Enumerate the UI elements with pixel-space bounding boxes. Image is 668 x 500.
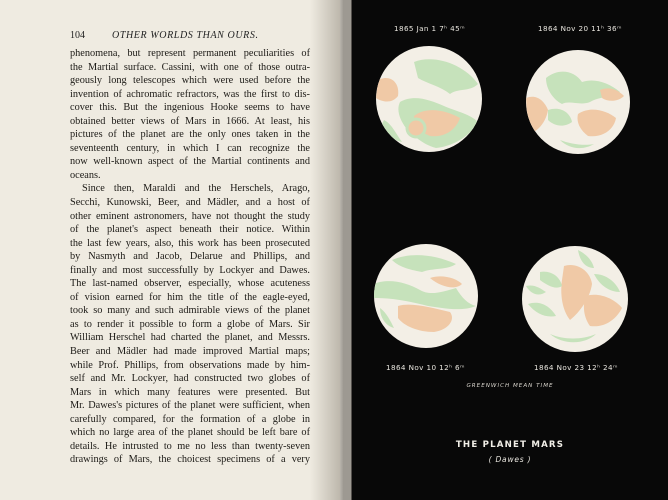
text-line: Mars in which many features were presented. But — [70, 386, 310, 398]
gutter-edge — [343, 0, 351, 500]
text-line: of vision earned for him the title of the eagle-eyed, — [70, 291, 310, 303]
text-line: finally and most successfully by Lockyer and Dawes. — [70, 264, 310, 276]
text-line: obtained better views of Mars in 1666. At least, his — [70, 115, 310, 127]
text-line: as to render it possible to form a globe of Mars. Sir — [70, 318, 310, 330]
mars-drawing-1864-nov-10 — [372, 242, 480, 350]
text-line: geously long telescopes which were used before the — [70, 75, 310, 87]
text-line: of the planet's aspect beneath their notice. Within — [70, 224, 310, 236]
text-line: seventeenth century, in which I can recognize the — [70, 142, 310, 154]
text-line: The last-named observer, especially, whose acuteness — [70, 278, 310, 290]
text-line: which no large area of the planet should be left bare of — [70, 427, 310, 439]
text-line: drawings of Mars, the choicest specimens of a very — [70, 454, 310, 466]
text-line: cover this. But the ingenious Hooke seems to have — [70, 102, 310, 114]
plate-attribution: ( Dawes ) — [488, 455, 532, 464]
mars-drawing-1865-jan-1 — [374, 44, 484, 154]
page-number: 104 — [70, 30, 85, 41]
text-line: the last few years, also, this work has been prosecuted — [70, 237, 310, 249]
caption-top-left: 1865 Jan 1 7ʰ 45ᵐ — [394, 24, 465, 33]
text-line: oceans. — [70, 169, 101, 181]
running-head — [70, 30, 308, 44]
plate-title: THE PLANET MARS — [455, 440, 565, 450]
text-line: by Nasmyth and Jacob, Delarue and Phillips, and — [70, 251, 310, 263]
caption-bottom-right: 1864 Nov 23 12ʰ 24ᵐ — [534, 363, 618, 372]
mars-drawing-1864-nov-23 — [520, 244, 630, 354]
body-text — [70, 47, 310, 467]
text-line: Since then, Maraldi and the Herschels, Arago, — [82, 183, 310, 195]
text-line: invention of achromatic refractors, was the first to dis- — [70, 88, 310, 100]
text-line: Beer and Mädler had made improved Martial maps; — [70, 346, 310, 358]
mars-drawing-1864-nov-20 — [524, 48, 632, 156]
text-line: the Martial surface. Cassini, with one of those outra- — [70, 61, 310, 73]
text-line: took so many and such admirable views of the planet — [70, 305, 310, 317]
caption-top-right: 1864 Nov 20 11ʰ 36ᵐ — [538, 24, 622, 33]
running-title: OTHER WORLDS THAN OURS. — [112, 30, 259, 41]
text-line: Mr. Dawes's pictures of the planet were sufficient, when — [70, 400, 310, 412]
text-line: now well-known aspect of the Martial continents and — [70, 156, 310, 168]
text-line: self and Mr. Lockyer, had constructed two globes of — [70, 373, 310, 385]
mars-plate — [352, 0, 668, 500]
text-line: carefully compared, for the formation of a globe in — [70, 413, 310, 425]
text-line: William Herschel had charted the planet, and Messrs. — [70, 332, 310, 344]
text-line: while Prof. Phillips, from observations made by him- — [70, 359, 310, 371]
text-line: Secchi, Kunowski, Beer, and Mädler, and a host of — [70, 197, 310, 209]
caption-bottom-left: 1864 Nov 10 12ʰ 6ᵐ — [386, 363, 465, 372]
text-line: pictures of the planet are the only ones taken in the — [70, 129, 310, 141]
text-line: other eminent astronomers, have not thought the study — [70, 210, 310, 222]
time-note: GREENWICH MEAN TIME — [466, 383, 554, 389]
text-line: phenomena, but represent permanent peculiarities of — [70, 48, 310, 59]
text-line: details. He intrusted to me no less than twenty-seven — [70, 440, 310, 452]
